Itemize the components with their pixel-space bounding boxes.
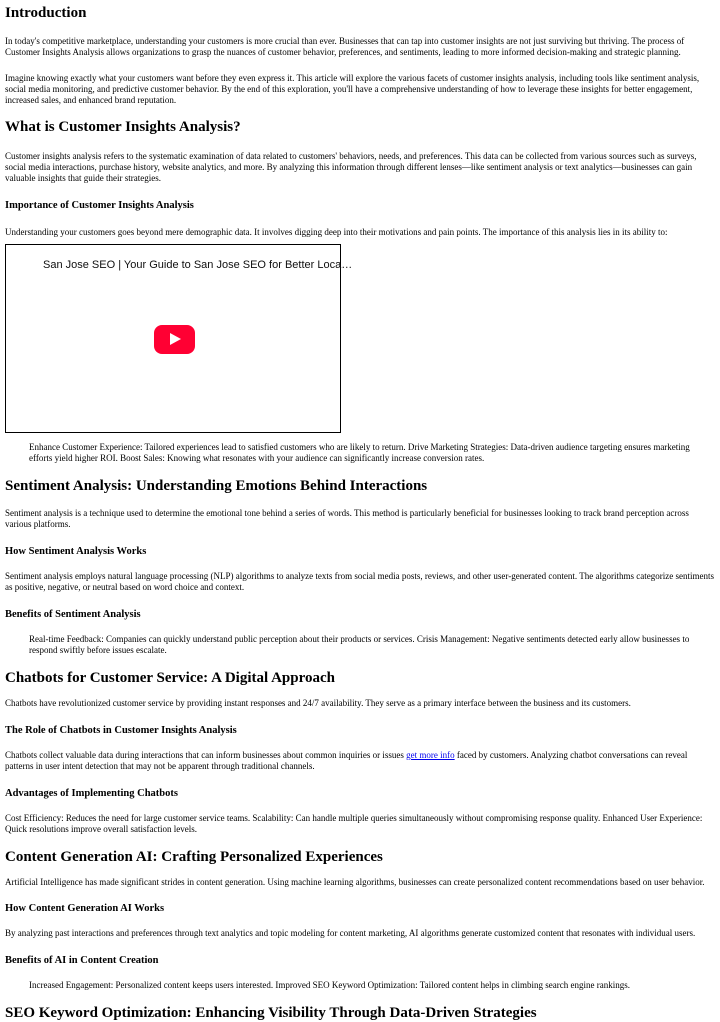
- paragraph-content-ai: Artificial Intelligence has made significant strides in content generation. Using machine learning algorithms, businesses can create personalized content recommendations based on user behavior.: [5, 877, 705, 887]
- paragraph-how-content-ai: By analyzing past interactions and preferences through text analytics and topic modeling for content marketing, AI algorithms generate customized content that resonates with individual users.: [5, 928, 696, 938]
- paragraph-intro-2: Imagine knowing exactly what your customers want before they even express it. This article will explore the various facets of customer insights analysis, including tools like sentiment analysis, social media monitoring, and predictive customer behavior. By the end of this exploration, you'll have a comprehensive understanding of how to leverage these insights for better engagement, increased sales, and enhanced brand reputation.: [5, 73, 700, 105]
- subheading-benefits-sentiment: Benefits of Sentiment Analysis: [5, 609, 141, 620]
- subheading-benefits-ai: Benefits of AI in Content Creation: [5, 955, 159, 966]
- heading-introduction: Introduction: [5, 5, 87, 21]
- role-text-after: faced by customers. Analyzing chatbot conversations can reveal patterns in user intent detection that may not be apparent through traditional channels.: [5, 750, 688, 771]
- play-triangle-icon: [170, 333, 181, 345]
- paragraph-what-is: Customer insights analysis refers to the systematic examination of data related to customers' behaviors, needs, and preferences. This data can be collected from various sources such as surveys, social media interactions, purchase history, website analytics, and more. By analyzing this information through different lenses—like sentiment analysis or text analytics—businesses can gain valuable insights that guide their strategies.: [5, 151, 697, 183]
- heading-seo-keyword-optimization: SEO Keyword Optimization: Enhancing Visibility Through Data-Driven Strategies: [5, 1005, 537, 1021]
- video-title[interactable]: San Jose SEO | Your Guide to San Jose SEO for Better Loca…: [43, 259, 353, 271]
- subheading-how-sentiment-works: How Sentiment Analysis Works: [5, 546, 147, 557]
- subheading-how-content-ai-works: How Content Generation AI Works: [5, 903, 165, 914]
- paragraph-advantages: Cost Efficiency: Reduces the need for large customer service teams. Scalability: Can handle multiple queries simultaneously without compromising response quality. Enhanced User Experience: Quick resolutions improve overall satisfaction levels.: [5, 813, 703, 834]
- subheading-importance: Importance of Customer Insights Analysis: [5, 200, 194, 211]
- list-benefits-ai: Increased Engagement: Personalized content keeps users interested. Improved SEO Keyword Optimization: Tailored content helps in climbing search engine rankings.: [29, 980, 631, 990]
- paragraph-importance: Understanding your customers goes beyond mere demographic data. It involves digging deep into their motivations and pain points. The importance of this analysis lies in its ability to:: [5, 227, 668, 237]
- paragraph-how-sentiment: Sentiment analysis employs natural language processing (NLP) algorithms to analyze texts from social media posts, reviews, and other user-generated content. The algorithms categorize sentiments as positive, negative, or neutral based on word choice and context.: [5, 571, 714, 592]
- paragraph-role-chatbots: [5, 750, 715, 772]
- subheading-advantages-chatbots: Advantages of Implementing Chatbots: [5, 788, 178, 799]
- heading-content-generation-ai: Content Generation AI: Crafting Personalized Experiences: [5, 849, 383, 865]
- youtube-video-embed[interactable]: [5, 244, 353, 433]
- paragraph-intro-1: In today's competitive marketplace, understanding your customers is more crucial than ever. Businesses that can tap into customer insights are not just surviving but thriving. The process of Customer Insights Analysis allows organizations to grasp the nuances of customer behavior, preferences, and sentiments, leading to more informed decision-making and strategic planning.: [5, 36, 685, 57]
- list-benefits-sentiment: Real-time Feedback: Companies can quickly understand public perception about their products or services. Crisis Management: Negative sentiments detected early allow businesses to respond swiftly before issues escalate.: [29, 634, 690, 655]
- heading-what-is-customer-insights: What is Customer Insights Analysis?: [5, 119, 241, 135]
- heading-chatbots: Chatbots for Customer Service: A Digital Approach: [5, 670, 335, 686]
- article: [0, 4, 720, 1022]
- youtube-play-icon[interactable]: [154, 325, 195, 354]
- subheading-role-of-chatbots: The Role of Chatbots in Customer Insights Analysis: [5, 725, 237, 736]
- role-text-before: Chatbots collect valuable data during interactions that can inform businesses about common inquiries or issues: [5, 750, 407, 760]
- paragraph-sentiment: Sentiment analysis is a technique used to determine the emotional tone behind a series of words. This method is particularly beneficial for businesses looking to track brand perception across various platforms.: [5, 508, 689, 529]
- get-more-info-link[interactable]: get more info: [406, 750, 455, 760]
- heading-sentiment-analysis: Sentiment Analysis: Understanding Emotions Behind Interactions: [5, 478, 428, 494]
- list-importance: Enhance Customer Experience: Tailored experiences lead to satisfied customers who are likely to return. Drive Marketing Strategies: Data-driven audience targeting ensures marketing efforts yield higher ROI. Boost Sales: Knowing what resonates with your audience can significantly increase conversion rates.: [29, 442, 690, 463]
- paragraph-chatbots: Chatbots have revolutionized customer service by providing instant responses and 24/7 availability. They serve as a primary interface between the business and its customers.: [5, 698, 631, 708]
